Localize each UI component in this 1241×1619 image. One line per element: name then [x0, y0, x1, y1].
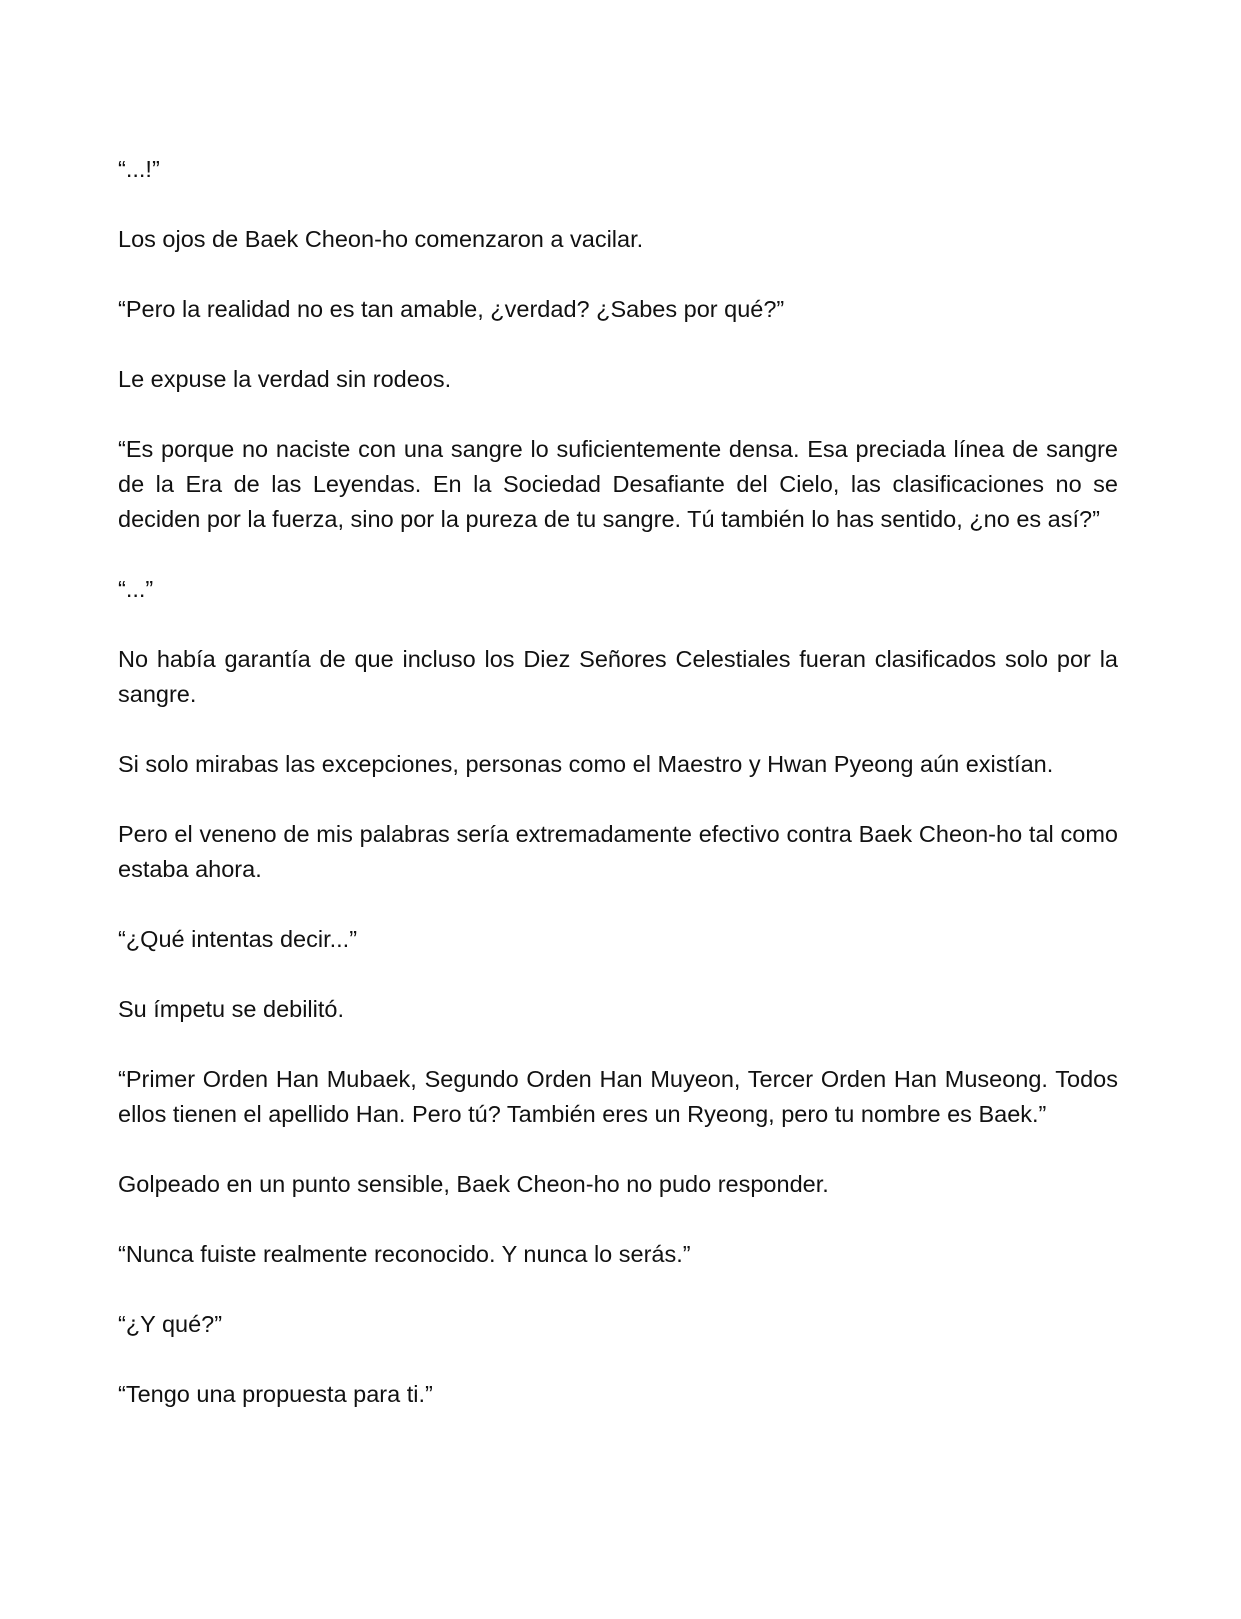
document-page	[118, 152, 1118, 1447]
paragraph: “...”	[118, 576, 154, 602]
paragraph: Pero el veneno de mis palabras sería extremadamente efectivo contra Baek Cheon-ho tal como estaba ahora.	[118, 821, 1118, 882]
paragraph: “Es porque no naciste con una sangre lo suficientemente densa. Esa preciada línea de sangre de la Era de las Leyendas. En la Sociedad Desafiante del Cielo, las clasificaciones no se deciden por la fuerza, sino por la pureza de tu sangre. Tú también lo has sentido, ¿no es así?”	[118, 436, 1118, 532]
paragraph: Golpeado en un punto sensible, Baek Cheon-ho no pudo responder.	[118, 1171, 829, 1197]
paragraph: “¿Y qué?”	[118, 1311, 223, 1337]
paragraph: “Nunca fuiste realmente reconocido. Y nunca lo serás.”	[118, 1241, 691, 1267]
paragraph: “Primer Orden Han Mubaek, Segundo Orden Han Muyeon, Tercer Orden Han Museong. Todos ellos tienen el apellido Han. Pero tú? También eres un Ryeong, pero tu nombre es Baek.”	[118, 1066, 1118, 1127]
paragraph: “Pero la realidad no es tan amable, ¿verdad? ¿Sabes por qué?”	[118, 296, 785, 322]
paragraph: Los ojos de Baek Cheon-ho comenzaron a vacilar.	[118, 226, 644, 252]
paragraph: “Tengo una propuesta para ti.”	[118, 1381, 433, 1407]
paragraph: Su ímpetu se debilitó.	[118, 996, 344, 1022]
paragraph: No había garantía de que incluso los Diez Señores Celestiales fueran clasificados solo por la sangre.	[118, 646, 1118, 707]
paragraph: “¿Qué intentas decir...”	[118, 926, 358, 952]
paragraph: “...!”	[118, 156, 160, 182]
paragraph: Si solo mirabas las excepciones, personas como el Maestro y Hwan Pyeong aún existían.	[118, 751, 1054, 777]
paragraph: Le expuse la verdad sin rodeos.	[118, 366, 452, 392]
